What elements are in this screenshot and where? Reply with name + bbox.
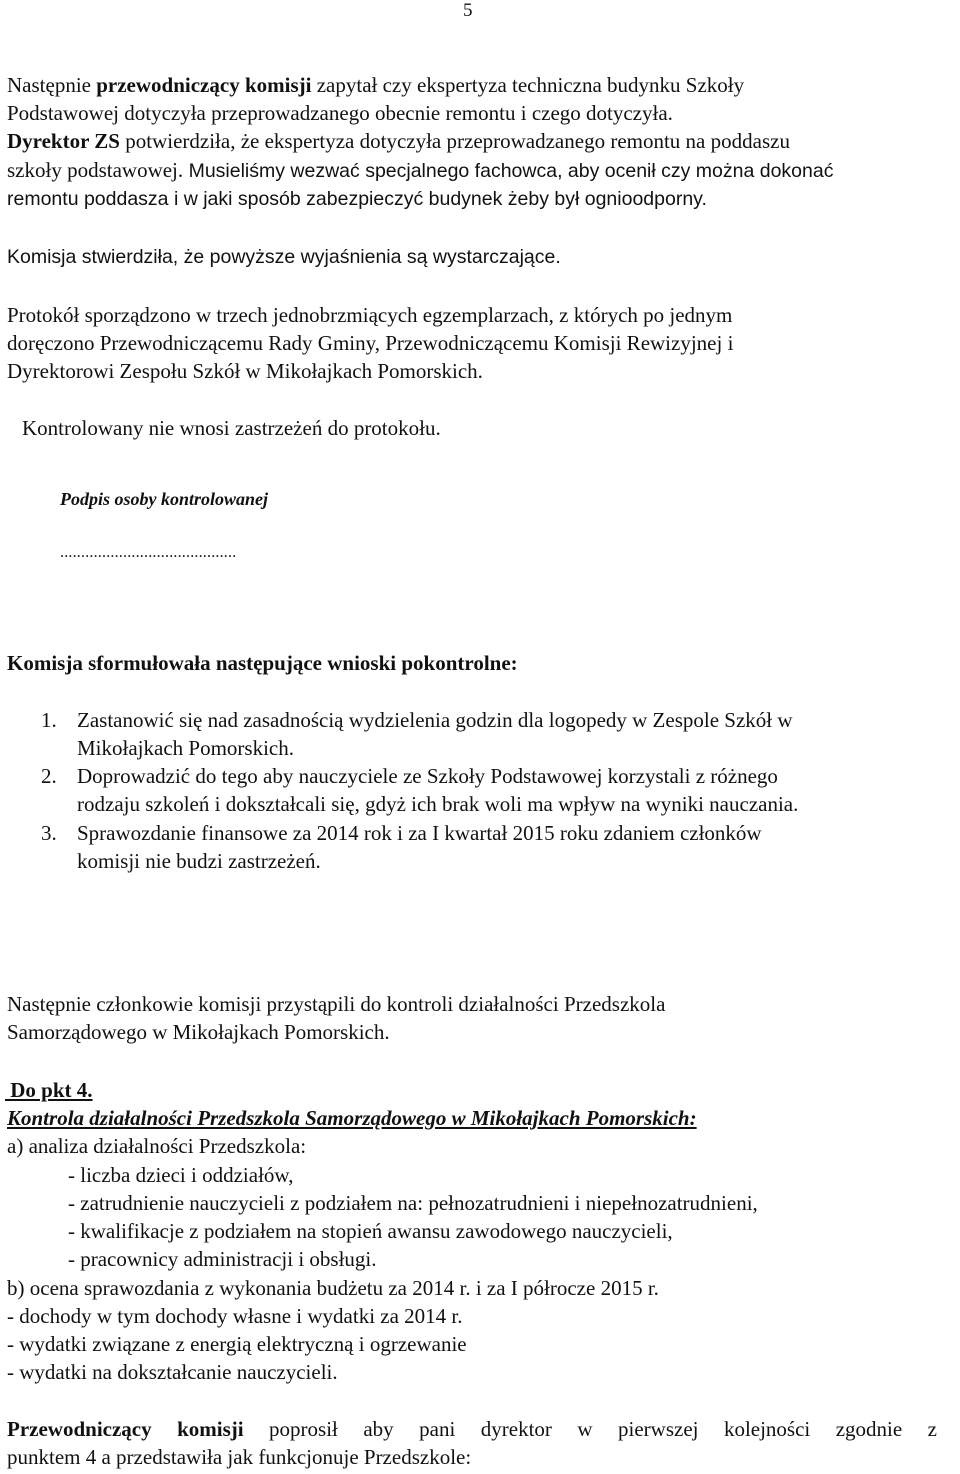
list-number: 2. [41,764,57,788]
list-item: - kwalifikacje z podziałem na stopień awansu zawodowego nauczycieli, [68,1219,673,1243]
list-heading: a) analiza działalności Przedszkola: [7,1134,307,1158]
text: szkoły podstawowej. [7,158,184,182]
list-item: - wydatki na dokształcanie nauczycieli. [7,1360,338,1384]
text: zapytał czy ekspertyza techniczna budynku Szkoły [311,73,745,97]
list-item: - zatrudnienie nauczycieli z podziałem na: pełnozatrudnieni i niepełnozatrudnieni, [68,1191,758,1215]
page-number: 5 [463,0,473,21]
text-line: Podstawowej dotyczyła przeprowadzanego obecnie remontu i czego dotyczyła. [7,101,673,125]
signature-line: .......................................... [60,544,237,561]
text-line: Protokół sporządzono w trzech jednobrzmiących egzemplarzach, z których po jednym [7,303,733,327]
sans-text: Musieliśmy wezwać specjalnego fachowca, aby ocenił czy można dokonać [183,160,834,182]
bold-text: Dyrektor ZS [7,129,120,153]
text-line [7,72,744,98]
list-item: - dochody w tym dochody własne i wydatki za 2014 r. [7,1304,463,1328]
list-number: 1. [41,708,57,732]
list-number: 3. [41,821,57,845]
list-item: - pracownicy administracji i obsługi. [68,1247,377,1271]
list-text: rodzaju szkoleń i dokształcali się, gdyż ich brak woli ma wpływ na wyniki nauczania. [77,792,799,816]
list-item: - wydatki związane z energią elektryczną i ogrzewanie [7,1332,467,1356]
text-line: doręczono Przewodniczącemu Rady Gminy, Przewodniczącemu Komisji Rewizyjnej i [7,331,734,355]
bold-text: przewodniczący komisji [96,73,312,97]
text-line [7,1416,937,1442]
list-item: - liczba dzieci i oddziałów, [68,1163,294,1187]
list-text: Mikołajkach Pomorskich. [77,736,294,760]
section-label: Do pkt 4. [5,1078,93,1102]
text-line: remontu poddasza i w jaki sposób zabezpieczyć budynek żeby był ognioodporny. [7,188,707,210]
text: poprosił aby pani dyrektor w pierwszej kolejności zgodnie z [243,1417,937,1441]
conclusions-heading: Komisja sformułowała następujące wnioski pokontrolne: [7,651,518,675]
list-text: Zastanowić się nad zasadnością wydzielenia godzin dla logopedy w Zespole Szkół w [77,708,793,732]
text-line: Następnie członkowie komisji przystąpili do kontroli działalności Przedszkola [7,992,666,1016]
list-text: komisji nie budzi zastrzeżeń. [77,849,321,873]
text: Następnie [7,73,97,97]
list-heading: b) ocena sprawozdania z wykonania budżetu za 2014 r. i za I półrocze 2015 r. [7,1276,659,1300]
bold-text: Przewodniczący komisji [7,1417,244,1441]
list-text: Doprowadzić do tego aby nauczyciele ze Szkoły Podstawowej korzystali z różnego [77,764,778,788]
text-line [7,128,790,154]
text-line: Dyrektorowi Zespołu Szkół w Mikołajkach Pomorskich. [7,359,483,383]
text-line [7,157,833,184]
text: potwierdziła, że ekspertyza dotyczyła przeprowadzanego remontu na poddaszu [119,129,790,153]
no-objections-text: Kontrolowany nie wnosi zastrzeżeń do protokołu. [22,416,441,440]
text-line: punktem 4 a przedstawiła jak funkcjonuje Przedszkole: [7,1445,472,1469]
list-text: Sprawozdanie finansowe za 2014 rok i za I kwartał 2015 roku zdaniem członków [77,821,762,845]
paragraph-commission-statement: Komisja stwierdziła, że powyższe wyjaśnienia są wystarczające. [7,246,561,268]
section-title: Kontrola działalności Przedszkola Samorządowego w Mikołajkach Pomorskich: [7,1106,697,1130]
signature-label: Podpis osoby kontrolowanej [60,489,269,509]
text-line: Samorządowego w Mikołajkach Pomorskich. [7,1020,390,1044]
